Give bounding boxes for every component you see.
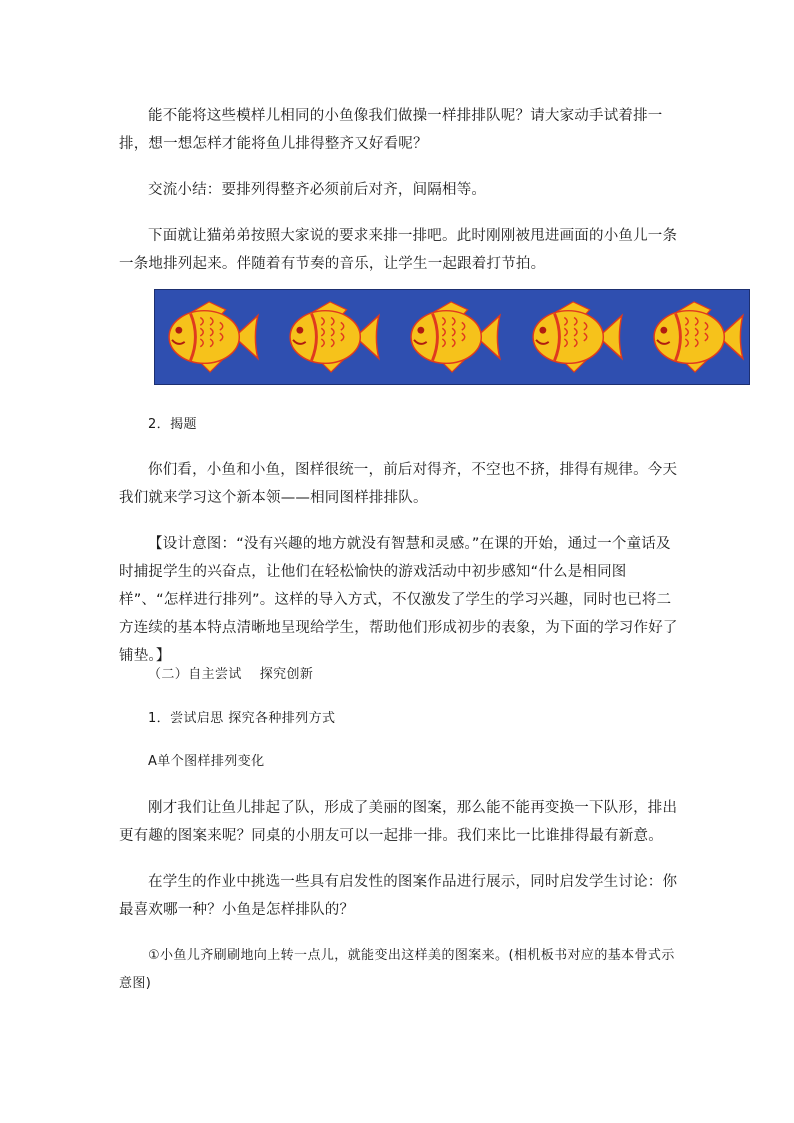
fish-banner-image	[154, 289, 750, 385]
section-heading-1: 1．尝试启思 探究各种排列方式	[148, 711, 336, 726]
goldfish-icon	[405, 298, 503, 376]
paragraph-11: 在学生的作业中挑选一些具有启发性的图案作品进行展示，同时启发学生讨论：你最喜欢哪一种？小鱼是怎样排队的？	[119, 874, 678, 918]
design-intent-note: 【设计意图：“没有兴趣的地方就没有智慧和灵感。”在课的开始，通过一个童话及时捕捉学生的兴奋点，让他们在轻松愉快的游戏活动中初步感知“什么是相同图样”、“怎样进行排列”。这样的导入方式，不仅激发了学生的学习兴趣，同时也已将二方连续的基本特点清晰地呈现给学生，帮助他们形成初步的表象，为下面的学习作好了铺垫。】	[119, 536, 678, 664]
goldfish-icon	[284, 298, 382, 376]
section-heading-autonomous: （二）自主尝试 探究创新	[148, 667, 314, 682]
subsection-heading-a: A单个图样排列变化	[148, 754, 265, 769]
paragraph-1: 能不能将这些模样儿相同的小鱼像我们做操一样排排队呢？请大家动手试着排一排，想一想怎样才能将鱼儿排得整齐又好看呢？	[119, 108, 663, 152]
goldfish-icon	[648, 298, 746, 376]
section-heading-2: 2．揭题	[148, 417, 197, 432]
paragraph-10: 刚才我们让鱼儿排起了队，形成了美丽的图案，那么能不能再变换一下队形，排出更有趣的图案来呢？同桌的小朋友可以一起排一排。我们来比一比谁排得最有新意。	[119, 800, 678, 844]
paragraph-5: 你们看，小鱼和小鱼，图样很统一，前后对得齐，不空也不挤，排得有规律。今天我们就来学习这个新本领——相同图样排排队。	[119, 462, 678, 506]
goldfish-icon	[527, 298, 625, 376]
paragraph-3: 下面就让猫弟弟按照大家说的要求来排一排吧。此时刚刚被甩进画面的小鱼儿一条一条地排列起来。伴随着有节奏的音乐，让学生一起跟着打节拍。	[119, 228, 678, 272]
paragraph-2: 交流小结：要排列得整齐必须前后对齐，间隔相等。	[148, 182, 487, 198]
paragraph-12: ①小鱼儿齐刷刷地向上转一点儿，就能变出这样美的图案来。(相机板书对应的基本骨式示意图)	[119, 948, 675, 991]
goldfish-icon	[163, 298, 261, 376]
